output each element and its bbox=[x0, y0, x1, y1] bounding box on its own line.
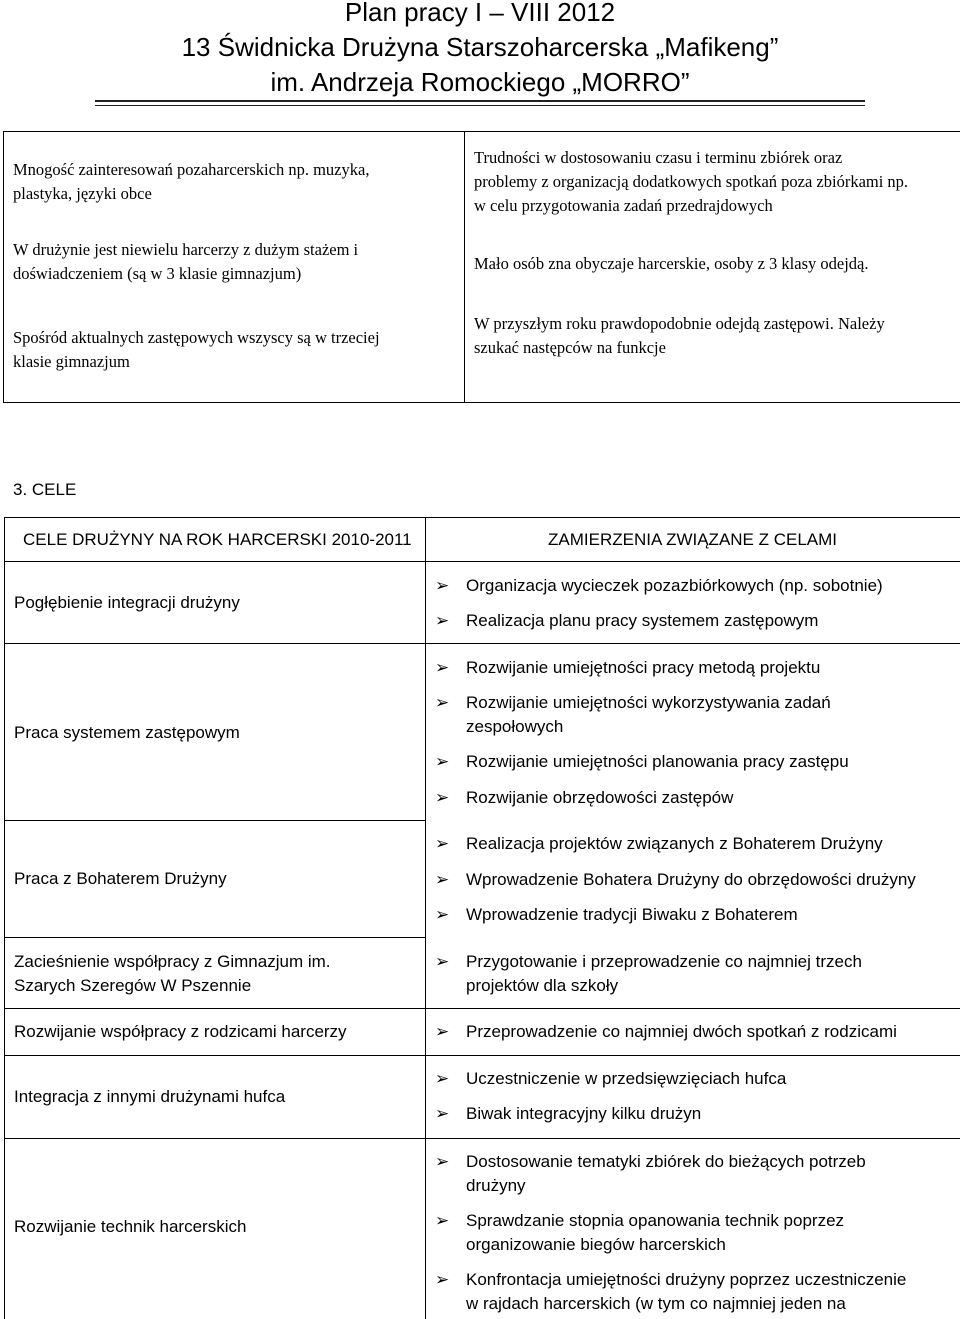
row-divider bbox=[5, 820, 426, 821]
row-divider bbox=[5, 1008, 960, 1009]
arrow-bullet-icon: ➢ bbox=[435, 1022, 450, 1041]
section-heading: 3. CELE bbox=[13, 480, 77, 499]
arrow-bullet-icon: ➢ bbox=[435, 1104, 450, 1123]
goal-1: Pogłębienie integracji drużyny bbox=[14, 593, 240, 612]
arrow-bullet-icon: ➢ bbox=[435, 834, 450, 853]
title-rule bbox=[95, 100, 865, 106]
context-right-2: Mało osób zna obyczaje harcerskie, osoby z 3 klasy odejdą. bbox=[474, 254, 869, 273]
title-line-2: 13 Świdnicka Drużyna Starszoharcerska „Mafikeng” bbox=[181, 32, 779, 62]
goal-5: Rozwijanie współpracy z rodzicami harcerzy bbox=[14, 1022, 347, 1041]
arrow-bullet-icon: ➢ bbox=[435, 752, 450, 771]
goal-4: Zacieśnienie współpracy z Gimnazjum im. Szarych Szeregów W Pszennie bbox=[14, 952, 331, 995]
goals-col1-header: CELE DRUŻYNY NA ROK HARCERSKI 2010-2011 bbox=[23, 530, 412, 549]
arrow-bullet-icon: ➢ bbox=[435, 905, 450, 924]
goals-col2-header: ZAMIERZENIA ZWIĄZANE Z CELAMI bbox=[548, 530, 838, 549]
goals-column-divider bbox=[425, 518, 426, 1319]
column-divider bbox=[464, 132, 465, 402]
context-table bbox=[3, 131, 960, 403]
row-divider bbox=[5, 643, 960, 644]
context-left-2: W drużynie jest niewielu harcerzy z dużym stażem i doświadczeniem (są w 3 klasie gimnazjum) bbox=[13, 240, 359, 283]
goal-3: Praca z Bohaterem Drużyny bbox=[14, 869, 227, 888]
context-right-1: Trudności w dostosowaniu czasu i terminu zbiórek oraz problemy z organizacją dodatkowych spotkań poza zbiórkami np. w celu przygotowania zadań przedrajdowych bbox=[474, 148, 909, 215]
context-left-1: Mnogość zainteresowań pozaharcerskich np. muzyka, plastyka, języki obce bbox=[13, 160, 370, 203]
title-line-1: Plan pracy I – VIII 2012 bbox=[344, 0, 616, 27]
context-right-3: W przyszłym roku prawdopodobnie odejdą zastępowi. Należy szukać następców na funkcje bbox=[474, 314, 885, 357]
context-left-3: Spośród aktualnych zastępowych wszyscy są w trzeciej klasie gimnazjum bbox=[13, 328, 380, 371]
arrow-bullet-icon: ➢ bbox=[435, 576, 450, 595]
row-divider bbox=[5, 1055, 960, 1056]
goal-2: Praca systemem zastępowym bbox=[14, 723, 240, 742]
arrow-bullet-icon: ➢ bbox=[435, 1211, 450, 1230]
arrow-bullet-icon: ➢ bbox=[435, 1270, 450, 1289]
goal-6: Integracja z innymi drużynami hufca bbox=[14, 1087, 286, 1106]
row-divider bbox=[5, 937, 426, 938]
row-divider bbox=[5, 1138, 960, 1139]
arrow-bullet-icon: ➢ bbox=[435, 1069, 450, 1088]
arrow-bullet-icon: ➢ bbox=[435, 870, 450, 889]
arrow-bullet-icon: ➢ bbox=[435, 788, 450, 807]
arrow-bullet-icon: ➢ bbox=[435, 611, 450, 630]
goal-7: Rozwijanie technik harcerskich bbox=[14, 1217, 247, 1236]
arrow-bullet-icon: ➢ bbox=[435, 658, 450, 677]
arrow-bullet-icon: ➢ bbox=[435, 693, 450, 712]
arrow-bullet-icon: ➢ bbox=[435, 1152, 450, 1171]
title-line-3: im. Andrzeja Romockiego „MORRO” bbox=[270, 67, 690, 97]
row-divider bbox=[5, 561, 960, 562]
arrow-bullet-icon: ➢ bbox=[435, 952, 450, 971]
goals-table: CELE DRUŻYNY NA ROK HARCERSKI 2010-2011 ZAMIERZENIA ZWIĄZANE Z CELAMI Pogłębienie integracji drużyny ➢ Organizacja wycieczek pozazbiórkowych (np. sobotnie) ➢ Realizacja planu pracy systemem zastępowym Praca systemem zastępowym ➢ Rozwijanie umiejętności pracy metodą projektu ➢ Rozwijanie umiejętności wykorzystywania zadań zespołowych ➢ Rozwijanie umiejętności planowania pracy zastępu ➢ Rozwijanie obrzędowości zastępów Praca z Bohaterem Drużyny ➢ Realizacja projektów związanych z Bohaterem Drużyny ➢ Wprowadzenie Bohatera Drużyny do obrzędowości drużyny ➢ Wprowadzenie tradycji Biwaku z Bohaterem Zacieśnienie współpracy z Gimnazjum im. Szarych Szeregów W Pszennie ➢ Przygotowanie i przeprowadzenie co najmniej trzech projektów dla szkoły Rozwijanie współpracy z rodzicami harcerzy ➢ Przeprowadzenie co najmniej dwóch spotkań z rodzicami Integracja z innymi drużynami hufca ➢ Uczestniczenie w przedsięwzięciach hufca ➢ Biwak integracyjny kilku drużyn Rozwijanie technik harcerskich ➢ Dostosowanie tematyki zbiórek do bieżących potrzeb drużyny ➢ Sprawdzanie stopnia opanowania technik poprzez organizowanie biegów harcerskich ➢ Konfrontacja umiejętności drużyny poprzez uczestniczenie w rajdach harcerskich (w tym co najmniej jeden na bbox=[4, 517, 960, 1319]
